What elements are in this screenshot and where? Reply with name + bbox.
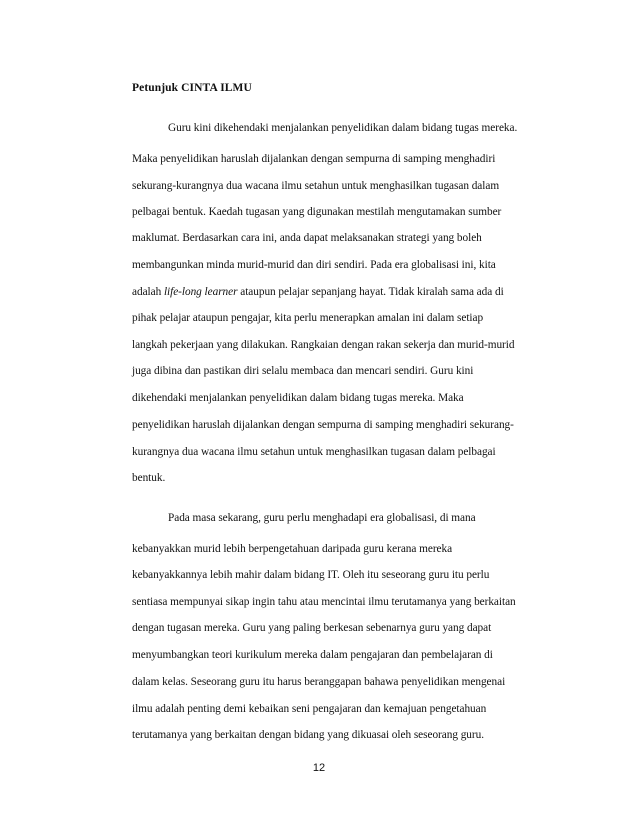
page-number: 12 xyxy=(312,762,326,774)
text-line: langkah pekerjaan yang dilakukan. Rangkaian dengan rakan sekerja dan murid-murid xyxy=(132,339,515,351)
text-span: ataupun pelajar sepanjang hayat. Tidak kiralah sama ada di xyxy=(237,286,504,298)
text-line: ilmu adalah penting demi kebaikan seni pengajaran dan kemajuan pengetahuan xyxy=(132,703,487,715)
text-line: Guru kini dikehendaki menjalankan penyelidikan dalam bidang tugas mereka. xyxy=(168,122,518,134)
text-line: penyelidikan haruslah dijalankan dengan sempurna di samping menghadiri sekurang- xyxy=(132,419,514,431)
text-line: bentuk. xyxy=(132,472,166,484)
text-line: Maka penyelidikan haruslah dijalankan dengan sempurna di samping menghadiri xyxy=(132,153,496,165)
text-line: membangunkan minda murid-murid dan diri sendiri. Pada era globalisasi ini, kita xyxy=(132,259,496,271)
text-span: adalah xyxy=(132,286,164,298)
text-line: kebanyakkan murid lebih berpengetahuan daripada guru kerana mereka xyxy=(132,543,453,555)
text-line: juga dibina dan pastikan diri selalu membaca dan mencari sendiri. Guru kini xyxy=(132,365,474,377)
text-line: dikehendaki menjalankan penyelidikan dalam bidang tugas mereka. Maka xyxy=(132,392,464,404)
text-line: menyumbangkan teori kurikulum mereka dalam pengajaran dan pembelajaran di xyxy=(132,649,493,661)
text-line: kebanyakkannya lebih mahir dalam bidang IT. Oleh itu seseorang guru itu perlu xyxy=(132,569,490,581)
text-line: pihak pelajar ataupun pengajar, kita perlu menerapkan amalan ini dalam setiap xyxy=(132,312,484,324)
text-line: terutamanya yang berkaitan dengan bidang yang dikuasai oleh seseorang guru. xyxy=(132,729,484,741)
text-line: dengan tugasan mereka. Guru yang paling berkesan sebenarnya guru yang dapat xyxy=(132,622,492,634)
italic-term: life-long learner xyxy=(163,286,238,298)
text-line: Pada masa sekarang, guru perlu menghadapi era globalisasi, di mana xyxy=(168,512,476,524)
text-line: kurangnya dua wacana ilmu setahun untuk menghasilkan tugasan dalam pelbagai xyxy=(132,446,496,458)
text-line: sentiasa mempunyai sikap ingin tahu atau mencintai ilmu terutamanya yang berkaitan xyxy=(132,596,516,608)
text-line: sekurang-kurangnya dua wacana ilmu setahun untuk menghasilkan tugasan dalam xyxy=(132,180,500,192)
text-line: dalam kelas. Seseorang guru itu harus beranggapan bahawa penyelidikan mengenai xyxy=(132,676,506,688)
section-heading: Petunjuk CINTA ILMU xyxy=(132,82,252,94)
text-line: maklumat. Berdasarkan cara ini, anda dapat melaksanakan strategi yang boleh xyxy=(132,232,482,244)
text-line: pelbagai bentuk. Kaedah tugasan yang digunakan mestilah mengutamakan sumber xyxy=(132,206,502,218)
text-line xyxy=(132,286,504,298)
